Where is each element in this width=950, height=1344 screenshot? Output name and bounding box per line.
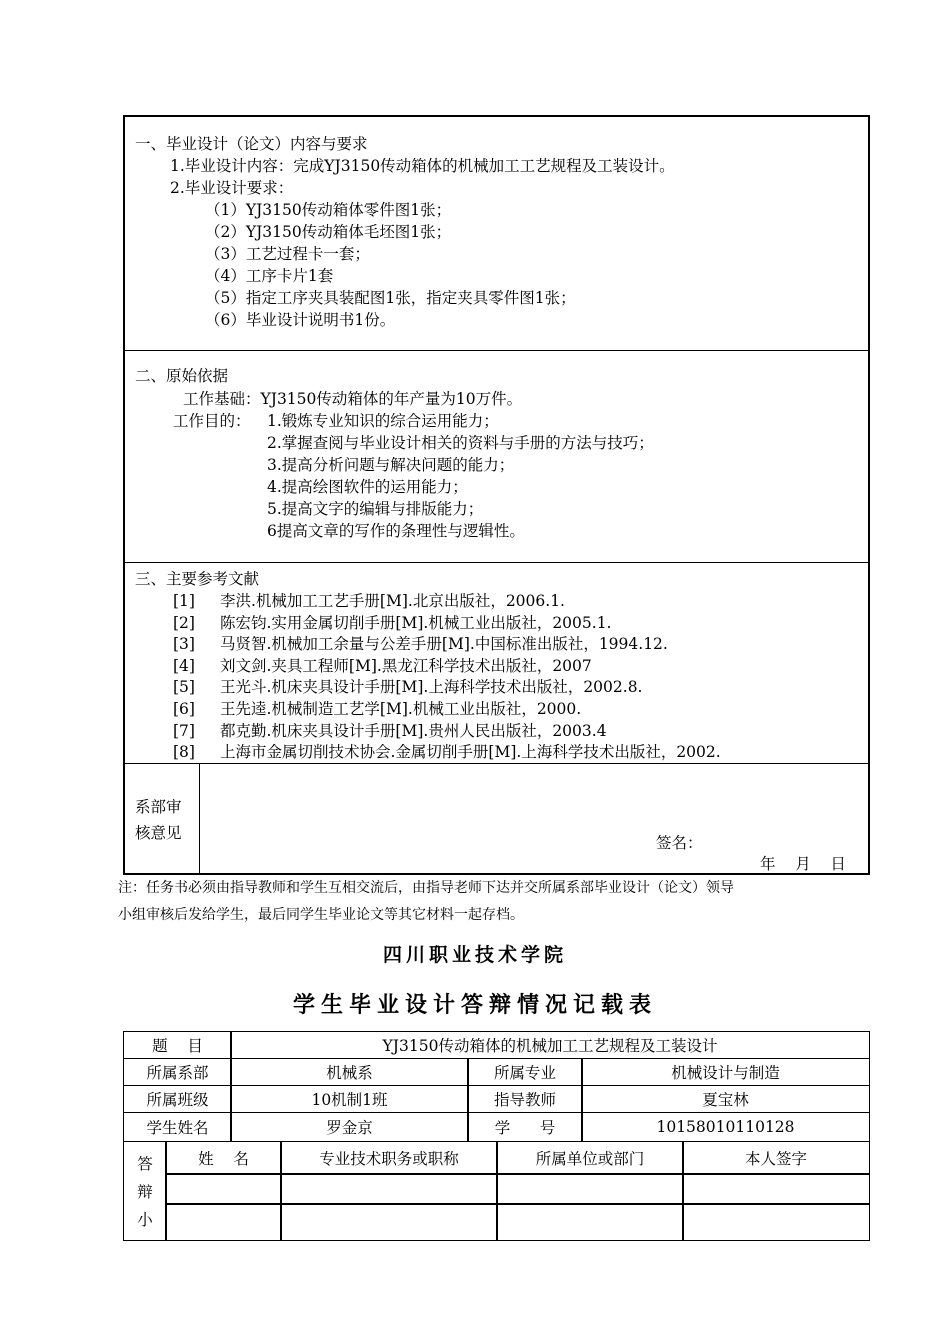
student-value: 罗金京 (230, 1112, 469, 1142)
section2-basis: 工作基础：YJ3150传动箱体的年产量为10万件。 (183, 390, 523, 408)
task-book-table (123, 115, 870, 875)
reference-text: 马贤智.机械加工余量与公差手册[M].中国标准出版社，1994.12. (220, 635, 668, 654)
committee-side-label (123, 1141, 167, 1241)
section1-line: 2.毕业设计要求： (170, 179, 294, 197)
committee-cell[interactable] (165, 1173, 282, 1205)
committee-side-char: 小 (137, 1211, 153, 1229)
dept-review-label: 核意见 (135, 824, 182, 842)
form-title: 学生毕业设计答辩情况记载表 (292, 992, 657, 1018)
reference-text: 陈宏钧.实用金属切削手册[M].机械工业出版社，2005.1. (220, 613, 612, 632)
reference-number: [6] (173, 700, 195, 718)
dept-review-label: 系部审 (135, 798, 182, 816)
reference-number: [5] (173, 678, 195, 697)
student-label: 学生姓名 (123, 1112, 232, 1142)
id-value: 10158010110128 (581, 1112, 870, 1142)
section1-title: 一、毕业设计（论文）内容与要求 (135, 135, 368, 153)
section-divider (125, 350, 868, 351)
major-label: 所属专业 (467, 1058, 583, 1086)
section1-line: 1.毕业设计内容：完成YJ3150传动箱体的机械加工工艺规程及工装设计。 (170, 157, 675, 175)
section1-line: （3）工艺过程卡一套； (205, 245, 370, 263)
signature-label: 签名： (656, 834, 703, 852)
class-label: 所属班级 (123, 1085, 232, 1113)
section2-goal: 6提高文章的写作的条理性与逻辑性。 (267, 522, 525, 540)
committee-header-name: 姓 名 (165, 1141, 282, 1175)
section2-goal: 2.掌握查阅与毕业设计相关的资料与手册的方法与技巧； (267, 434, 654, 452)
advisor-label: 指导教师 (467, 1085, 583, 1113)
section1-line: （5）指定工序夹具装配图1张，指定夹具零件图1张； (205, 289, 576, 307)
section2-goal: 5.提高文字的编辑与排版能力； (267, 500, 484, 518)
reference-text: 王光斗.机床夹具设计手册[M].上海科学技术出版社，2002.8. (220, 678, 643, 697)
committee-cell[interactable] (682, 1203, 870, 1241)
advisor-value: 夏宝林 (581, 1085, 870, 1113)
class-value: 10机制1班 (230, 1085, 469, 1113)
section2-goal-label: 工作目的： (173, 412, 251, 430)
reference-text: 上海市金属切削技术协会.金属切削手册[M].上海科学技术出版社，2002. (220, 743, 721, 762)
dept-value: 机械系 (230, 1058, 469, 1086)
reference-number: [8] (173, 743, 195, 762)
reference-text: 王先逵.机械制造工艺学[M].机械工业出版社，2000. (220, 700, 582, 718)
section2-goal: 3.提高分析问题与解决问题的能力； (267, 456, 515, 474)
section1-line: （2）YJ3150传动箱体毛坯图1张； (205, 223, 452, 241)
section-divider (125, 562, 868, 563)
reference-number: [7] (173, 721, 195, 740)
committee-cell[interactable] (496, 1173, 684, 1205)
committee-header-title: 专业技术职务或职称 (280, 1141, 498, 1175)
committee-side-char: 辩 (137, 1183, 153, 1201)
section1-line: （6）毕业设计说明书1份。 (205, 311, 396, 329)
note-line: 注：任务书必须由指导教师和学生互相交流后，由指导老师下达并交所属系部毕业设计（论文）领导 (118, 880, 734, 896)
reference-number: [3] (173, 635, 195, 654)
committee-cell[interactable] (496, 1203, 684, 1241)
date-label: 年 月 日 (760, 855, 846, 873)
dept-label: 所属系部 (123, 1058, 232, 1086)
committee-cell[interactable] (280, 1173, 498, 1205)
reference-number: [4] (173, 656, 195, 675)
section2-goal: 1.锻炼专业知识的综合运用能力； (267, 412, 499, 430)
committee-cell[interactable] (165, 1203, 282, 1241)
section1-line: （4）工序卡片1套 (205, 267, 334, 285)
defense-record-table (123, 1031, 870, 1241)
reference-text: 刘文剑.夹具工程师[M].黑龙江科学技术出版社，2007 (220, 656, 592, 675)
reference-number: [2] (173, 613, 195, 632)
section1-line: （1）YJ3150传动箱体零件图1张； (205, 201, 452, 219)
topic-label: 题 目 (123, 1031, 232, 1059)
reference-text: 李洪.机械加工工艺手册[M].北京出版社，2006.1. (220, 592, 565, 610)
reference-text: 都克勤.机床夹具设计手册[M].贵州人民出版社，2003.4 (220, 721, 607, 740)
reference-number: [1] (173, 592, 195, 610)
committee-cell[interactable] (682, 1173, 870, 1205)
committee-header-unit: 所属单位或部门 (496, 1141, 684, 1175)
section2-goal: 4.提高绘图软件的运用能力； (267, 478, 468, 496)
id-label: 学 号 (467, 1112, 583, 1142)
review-divider (199, 763, 200, 873)
section-divider (125, 763, 868, 764)
committee-side-char: 答 (137, 1155, 153, 1173)
topic-value: YJ3150传动箱体的机械加工工艺规程及工装设计 (230, 1031, 870, 1059)
note-line: 小组审核后发给学生，最后同学生毕业论文等其它材料一起存档。 (118, 907, 524, 923)
committee-cell[interactable] (280, 1203, 498, 1241)
committee-header-signature: 本人签字 (682, 1141, 870, 1175)
section2-title: 二、原始依据 (135, 367, 229, 385)
major-value: 机械设计与制造 (581, 1058, 870, 1086)
section3-title: 三、主要参考文献 (135, 570, 260, 588)
school-name: 四川职业技术学院 (382, 944, 567, 966)
